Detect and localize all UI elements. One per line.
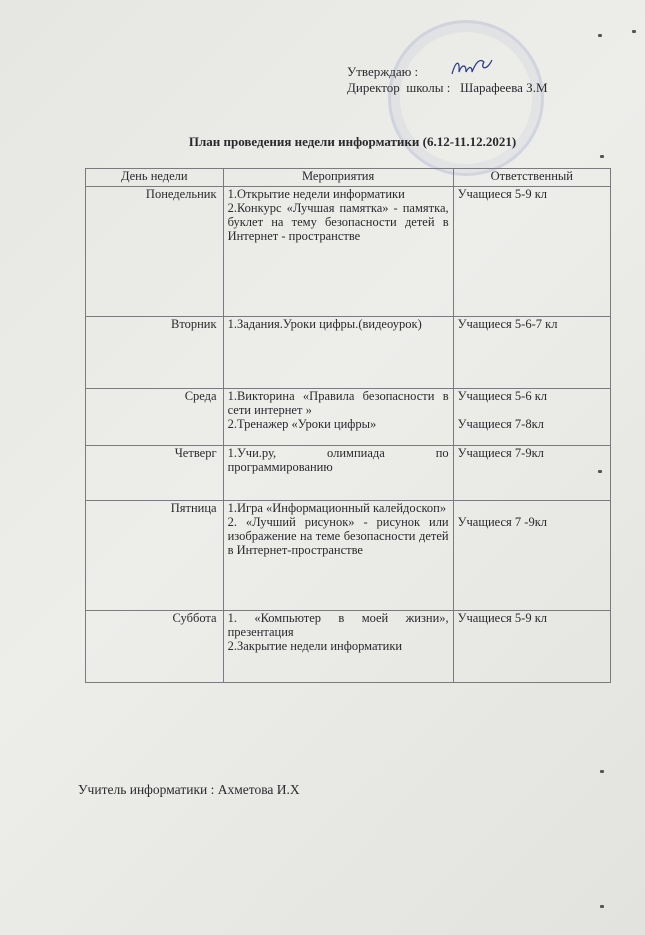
- activities-cell: [223, 501, 453, 611]
- activities-cell: [223, 389, 453, 446]
- activity-item: 1. «Компьютер в моей жизни», презентация: [227, 611, 449, 639]
- activity-item: 2.Закрытие недели информатики: [227, 639, 403, 653]
- activity-item: 1.Игра «Информационный калейдоскоп»: [227, 501, 447, 515]
- director-line: Директор школы : Шарафеева З.М: [347, 80, 548, 95]
- school-stamp: [388, 20, 544, 176]
- header-responsible: Ответственный: [453, 169, 610, 187]
- day-cell: Пятница: [86, 501, 224, 611]
- activity-item: 2.Тренажер «Уроки цифры»: [227, 417, 377, 431]
- header-day: День недели: [86, 169, 224, 187]
- activity-item: 1.Задания.Уроки цифры.(видеоурок): [227, 317, 422, 331]
- approval-block: [347, 64, 548, 96]
- day-cell: Четверг: [86, 446, 224, 501]
- responsible-item: Учащиеся 5-9 кл: [457, 611, 548, 625]
- responsible-item: Учащиеся 5-9 кл: [457, 187, 548, 201]
- paper-speck: [600, 155, 604, 158]
- paper-speck: [600, 770, 604, 773]
- day-cell: Понедельник: [86, 187, 224, 317]
- header-activities: Мероприятия: [223, 169, 453, 187]
- day-cell: Суббота: [86, 611, 224, 683]
- director-signature: [450, 54, 495, 82]
- approval-line: Утверждаю :: [347, 64, 419, 79]
- day-cell: Среда: [86, 389, 224, 446]
- activities-cell: [223, 611, 453, 683]
- responsible-cell: [453, 611, 610, 683]
- document-title: План проведения недели информатики (6.12-11.12.2021): [188, 134, 517, 149]
- activity-item: 2.Конкурс «Лучшая памятка» - памятка, буклет на тему безопасности детей в Интернет - пространстве: [227, 201, 449, 243]
- table-row: [86, 446, 611, 501]
- table-row: [86, 187, 611, 317]
- table-row: [86, 317, 611, 389]
- activity-item: 1.Викторина «Правила безопасности в сети интернет »: [227, 389, 449, 417]
- responsible-cell: [453, 501, 610, 611]
- responsible-cell: [453, 389, 610, 446]
- responsible-cell: [453, 446, 610, 501]
- responsible-item: Учащиеся 5-6-7 кл: [457, 317, 558, 331]
- activities-cell: [223, 446, 453, 501]
- table-header-row: [86, 169, 611, 187]
- table-row: [86, 611, 611, 683]
- schedule-table: [85, 168, 611, 683]
- day-cell: Вторник: [86, 317, 224, 389]
- table-row: [86, 501, 611, 611]
- responsible-item: Учащиеся 5-6 кл: [457, 389, 548, 403]
- activity-item: 1.Открытие недели информатики: [227, 187, 405, 201]
- responsible-cell: [453, 317, 610, 389]
- activities-cell: [223, 317, 453, 389]
- activity-item: 2. «Лучший рисунок» - рисунок или изображение на теме безопасности детей в Интернет-пространстве: [227, 515, 449, 557]
- responsible-item: Учащиеся 7-9кл: [457, 446, 544, 460]
- activities-cell: [223, 187, 453, 317]
- paper-speck: [598, 470, 602, 473]
- responsible-item: Учащиеся 7 -9кл: [457, 515, 548, 529]
- responsible-cell: [453, 187, 610, 317]
- paper-speck: [632, 30, 636, 33]
- responsible-item: Учащиеся 7-8кл: [457, 417, 544, 431]
- paper-speck: [598, 34, 602, 37]
- activity-item: 1.Учи.ру, олимпиада по программированию: [227, 446, 449, 474]
- teacher-signature-line: Учитель информатики : Ахметова И.Х: [78, 782, 300, 797]
- paper-speck: [600, 905, 604, 908]
- table-row: [86, 389, 611, 446]
